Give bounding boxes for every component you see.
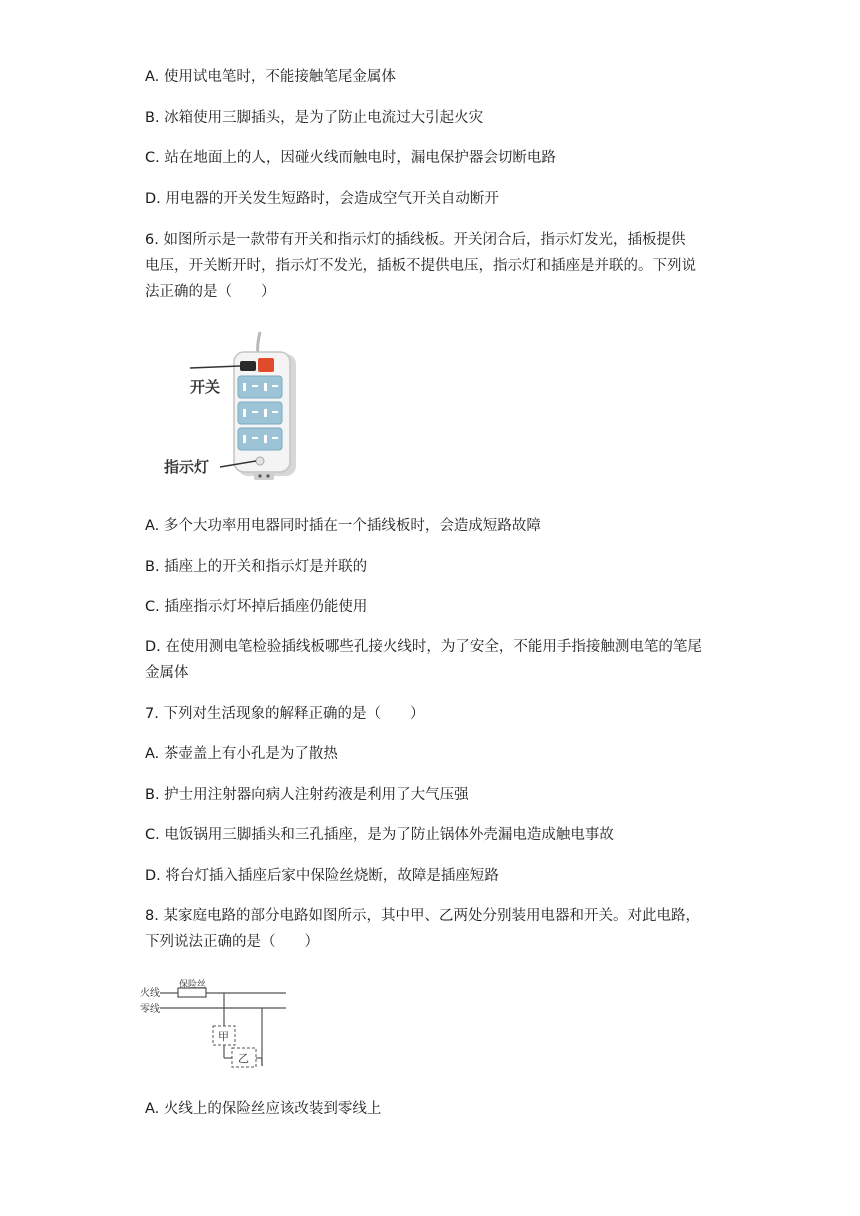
power-strip-figure: [160, 330, 300, 490]
q7-stem: 7. 下列对生活现象的解释正确的是（ ）: [145, 706, 425, 722]
neutral-wire-label: 零线: [140, 1004, 160, 1015]
q5-option-a: A. 使用试电笔时，不能接触笔尾金属体: [145, 69, 396, 85]
q8-option-a: A. 火线上的保险丝应该改装到零线上: [145, 1101, 382, 1117]
q6-stem-line-3: 法正确的是（ ）: [145, 284, 276, 300]
q6-option-c: C. 插座指示灯坏掉后插座仍能使用: [145, 599, 368, 615]
switch-label: 开关: [190, 378, 221, 396]
q7-option-b: B. 护士用注射器向病人注射药液是利用了大气压强: [145, 787, 469, 803]
q5-option-d: D. 用电器的开关发生短路时，会造成空气开关自动断开: [145, 191, 499, 207]
q6-stem-line-1: 6. 如图所示是一款带有开关和指示灯的插线板。开关闭合后，指示灯发光，插板提供: [145, 232, 686, 248]
q7-option-d: D. 将台灯插入插座后家中保险丝烧断，故障是插座短路: [145, 868, 499, 884]
q6-option-b: B. 插座上的开关和指示灯是并联的: [145, 559, 368, 575]
q5-option-b: B. 冰箱使用三脚插头，是为了防止电流过大引起火灾: [145, 110, 484, 126]
circuit-diagram: [140, 972, 290, 1072]
q6-stem-line-2: 电压，开关断开时，指示灯不发光，插板不提供电压，指示灯和插座是并联的。下列说: [145, 258, 696, 274]
q5-option-c: C. 站在地面上的人，因碰火线而触电时，漏电保护器会切断电路: [145, 150, 556, 166]
q7-option-c: C. 电饭锅用三脚插头和三孔插座，是为了防止锅体外壳漏电造成触电事故: [145, 827, 614, 843]
q6-option-d-line-1: D. 在使用测电笔检验插线板哪些孔接火线时，为了安全，不能用手指接触测电笔的笔尾: [145, 639, 702, 655]
indicator-label: 指示灯: [164, 458, 210, 476]
q6-option-d-line-2: 金属体: [145, 665, 189, 681]
circuit-figure: [140, 972, 290, 1072]
live-wire-label: 火线: [140, 988, 160, 999]
fuse-label: 保险丝: [179, 980, 207, 990]
yi-label: 乙: [238, 1052, 249, 1065]
q7-option-a: A. 茶壶盖上有小孔是为了散热: [145, 746, 338, 762]
q6-option-a: A. 多个大功率用电器同时插在一个插线板时，会造成短路故障: [145, 518, 541, 534]
q8-stem-line-2: 下列说法正确的是（ ）: [145, 934, 319, 950]
jia-label: 甲: [218, 1030, 229, 1043]
q8-stem-line-1: 8. 某家庭电路的部分电路如图所示，其中甲、乙两处分别装用电器和开关。对此电路，: [145, 908, 700, 924]
